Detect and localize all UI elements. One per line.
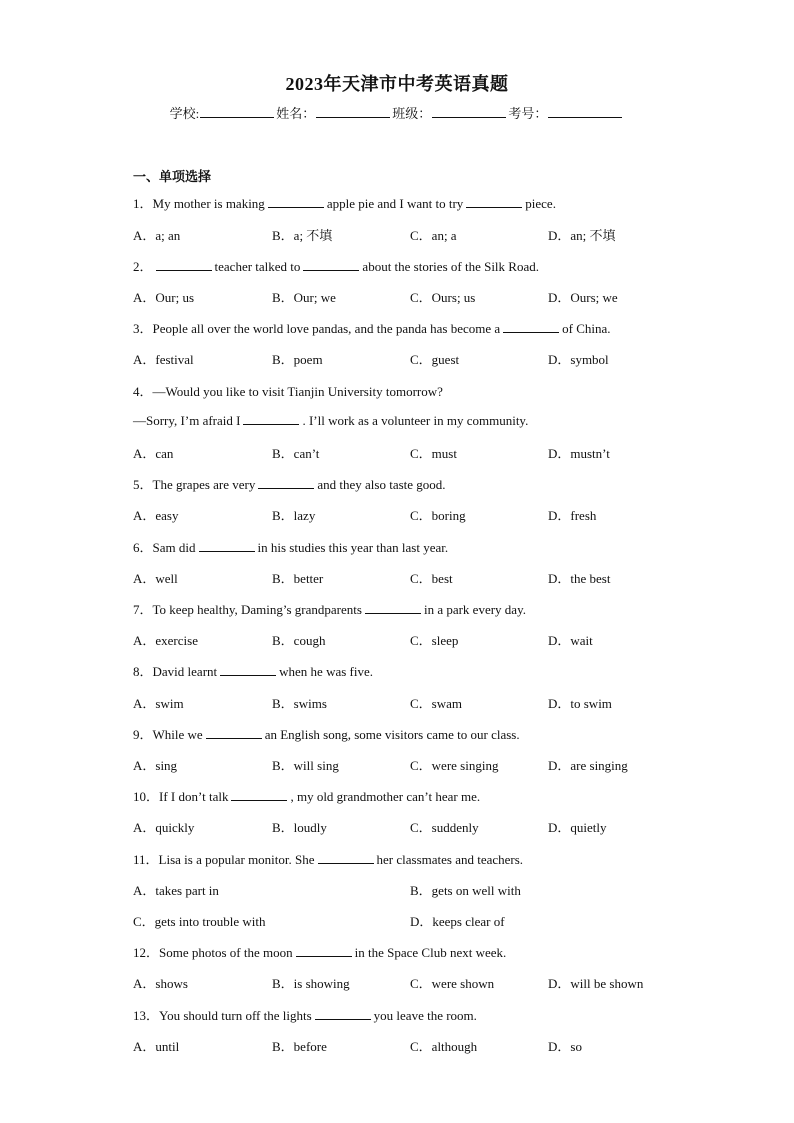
question-12 (133, 942, 506, 961)
option-d: D．symbol (548, 352, 609, 367)
name-blank (316, 105, 390, 118)
question-13 (133, 1005, 477, 1024)
question-number: 8． (133, 664, 153, 679)
student-info-line (0, 103, 794, 122)
question-text: David learnt (152, 664, 218, 679)
name-label: 姓名： (276, 106, 316, 121)
option-a: A．sing (133, 758, 178, 773)
page-title: 2023年天津市中考英语真题 (285, 74, 509, 94)
option-a: A．exercise (133, 633, 198, 648)
option-c: C．guest (410, 352, 460, 367)
option-c: C．boring (410, 508, 466, 523)
option-d: D．so (548, 1039, 582, 1054)
section-heading: 一、单项选择 (133, 169, 212, 184)
question-11 (133, 849, 523, 868)
answer-blank (220, 663, 276, 676)
option-b: B．cough (272, 633, 326, 648)
option-b: B．loudly (272, 820, 327, 835)
question-5 (133, 474, 446, 493)
option-a: A．a; an (133, 228, 181, 243)
question-text: My mother is making (152, 196, 265, 211)
question-number: 1． (133, 196, 153, 211)
question-text: in the Space Club next week. (354, 945, 507, 960)
answer-blank (365, 601, 421, 614)
question-9 (133, 724, 520, 743)
answer-blank (296, 944, 352, 957)
question-number: 11． (133, 852, 159, 867)
answer-blank (243, 412, 299, 425)
question-4 (133, 381, 443, 400)
question-text: While we (152, 727, 203, 742)
answer-blank (268, 195, 324, 208)
question-10 (133, 786, 480, 805)
option-d: D．the best (548, 571, 611, 586)
question-number: 13． (133, 1008, 160, 1023)
question-text: her classmates and teachers. (376, 852, 524, 867)
question-number: 3． (133, 321, 153, 336)
question-number: 7． (133, 602, 153, 617)
answer-blank (503, 320, 559, 333)
question-text: Lisa is a popular monitor. She (158, 852, 315, 867)
answer-blank (199, 539, 255, 552)
answer-blank (315, 1007, 371, 1020)
option-c: C．were singing (410, 758, 499, 773)
option-c: C．Ours; us (410, 290, 476, 305)
question-6 (133, 537, 448, 556)
option-c: C．sleep (410, 633, 459, 648)
question-7 (133, 599, 526, 618)
option-b: B．is showing (272, 976, 350, 991)
option-d: D．Ours; we (548, 290, 618, 305)
question-text: in his studies this year than last year. (257, 540, 449, 555)
question-text: —Would you like to visit Tianjin University tomorrow? (152, 384, 443, 399)
option-a: A．shows (133, 976, 188, 991)
question-text: People all over the world love pandas, and the panda has become a (152, 321, 501, 336)
question-text: You should turn off the lights (159, 1008, 312, 1023)
option-c: C．were shown (410, 976, 495, 991)
question-text: apple pie and I want to try (326, 196, 464, 211)
option-b: B．swims (272, 696, 327, 711)
question-text: and they also taste good. (317, 477, 446, 492)
question-text: To keep healthy, Daming’s grandparents (152, 602, 362, 617)
option-c: C．although (410, 1039, 478, 1054)
question-number: 12． (133, 945, 160, 960)
school-blank (200, 105, 274, 118)
question-text: Some photos of the moon (159, 945, 293, 960)
exam-no-label: 考号： (508, 106, 548, 121)
question-number: 4． (133, 384, 153, 399)
option-b: B．before (272, 1039, 327, 1054)
question-text: you leave the room. (373, 1008, 477, 1023)
option-b: B．better (272, 571, 324, 586)
option-a: A．takes part in (133, 883, 219, 898)
question-1 (133, 193, 556, 212)
question-text: The grapes are very (152, 477, 256, 492)
option-c: C．suddenly (410, 820, 479, 835)
answer-blank (156, 258, 212, 271)
option-c: C．gets into trouble with (133, 914, 266, 929)
school-label: 学校: (169, 106, 200, 121)
answer-blank (303, 258, 359, 271)
question-text: teacher talked to (214, 259, 301, 274)
option-c: C．must (410, 446, 457, 461)
option-a: A．festival (133, 352, 194, 367)
option-a: A．swim (133, 696, 184, 711)
question-3 (133, 318, 611, 337)
option-d: D．mustn’t (548, 446, 610, 461)
question-text: in a park every day. (423, 602, 526, 617)
class-label: 班级： (392, 106, 432, 121)
option-c: C．swam (410, 696, 463, 711)
option-a: A．can (133, 446, 174, 461)
option-d: D．wait (548, 633, 593, 648)
option-c: C．an; a (410, 228, 457, 243)
question-number: 9． (133, 727, 153, 742)
option-c: C．best (410, 571, 453, 586)
option-b: B．gets on well with (410, 883, 521, 898)
answer-blank (258, 476, 314, 489)
answer-blank (231, 788, 287, 801)
option-a: A．quickly (133, 820, 195, 835)
answer-blank (466, 195, 522, 208)
exam-no-blank (548, 105, 622, 118)
class-blank (432, 105, 506, 118)
option-d: D．an; 不填 (548, 228, 616, 243)
question-number: 6． (133, 540, 153, 555)
question-text: when he was five. (279, 664, 373, 679)
question-2 (133, 256, 539, 275)
question-number: 5． (133, 477, 153, 492)
question-text: of China. (562, 321, 611, 336)
question-text: about the stories of the Silk Road. (362, 259, 539, 274)
option-b: B．lazy (272, 508, 316, 523)
option-b: B．a; 不填 (272, 228, 333, 243)
answer-blank (318, 851, 374, 864)
option-d: D．will be shown (548, 976, 644, 991)
option-d: D．fresh (548, 508, 597, 523)
question-4-reply (133, 412, 528, 429)
question-number: 2． (133, 259, 153, 274)
option-a: A．Our; us (133, 290, 195, 305)
question-text: —Sorry, I’m afraid I (133, 413, 241, 428)
question-8 (133, 661, 373, 680)
option-b: B．Our; we (272, 290, 336, 305)
option-b: B．will sing (272, 758, 339, 773)
option-a: A．easy (133, 508, 179, 523)
question-text: piece. (525, 196, 556, 211)
option-b: B．poem (272, 352, 323, 367)
answer-blank (206, 726, 262, 739)
option-a: A．well (133, 571, 178, 586)
option-a: A．until (133, 1039, 180, 1054)
question-text: If I don’t talk (159, 789, 229, 804)
question-number: 10． (133, 789, 160, 804)
option-d: D．quietly (548, 820, 607, 835)
option-d: D．to swim (548, 696, 612, 711)
question-text: Sam did (152, 540, 196, 555)
question-text: . I’ll work as a volunteer in my community. (302, 413, 529, 428)
option-b: B．can’t (272, 446, 320, 461)
option-d: D．are singing (548, 758, 628, 773)
question-text: an English song, some visitors came to our class. (264, 727, 520, 742)
option-d: D．keeps clear of (410, 914, 505, 929)
question-text: , my old grandmother can’t hear me. (290, 789, 481, 804)
